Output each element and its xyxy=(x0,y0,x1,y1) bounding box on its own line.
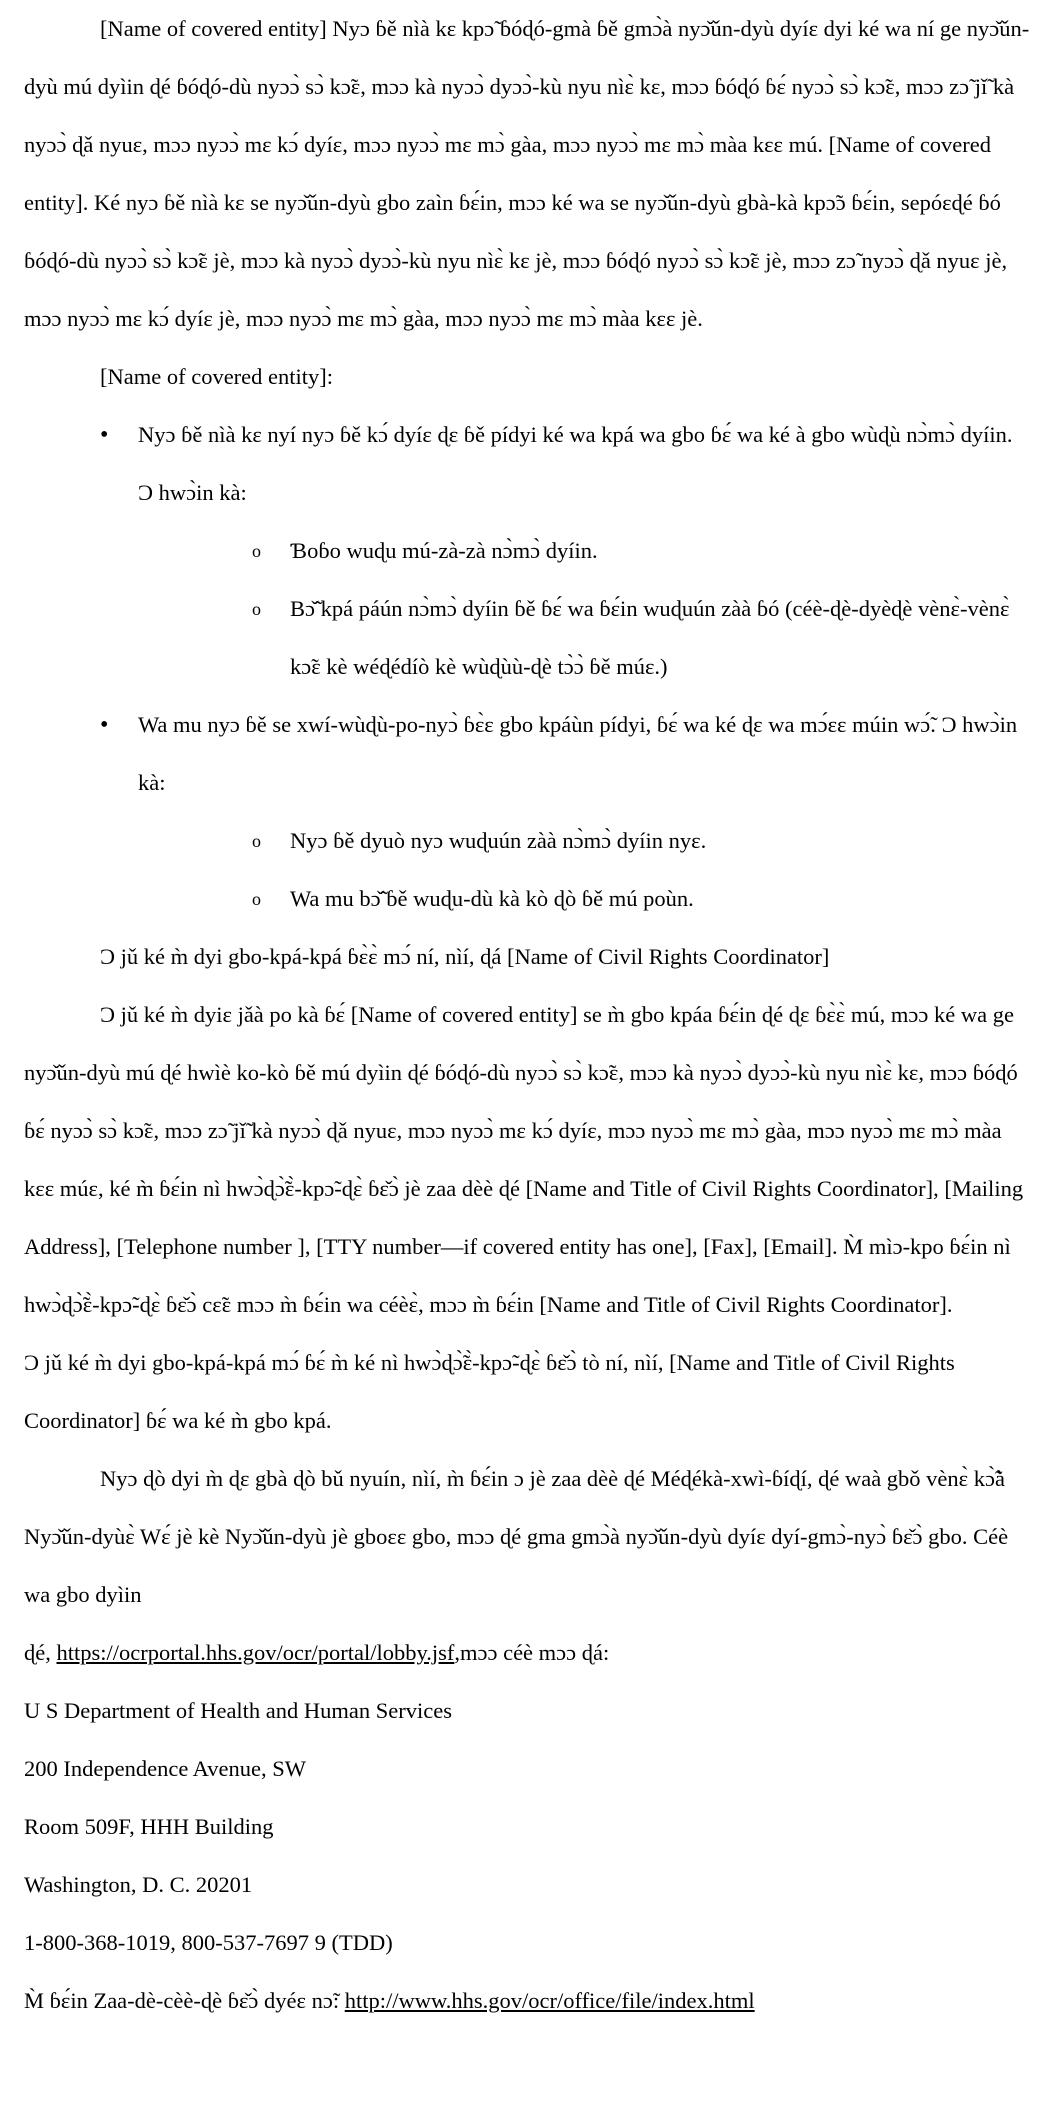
phone-line: 1-800-368-1019, 800-537-7697 9 (TDD) xyxy=(24,1930,393,1955)
bullet-text: Wa mu nyɔ ɓě se xwí-wùɖù-po-nyɔ̀ ɓɛ̀ɛ gbo kpáùn pídyi, ɓɛ́ wa ké ɖɛ wa mɔ́ɛɛ múin wɔ̃́. Ɔ hwɔ̀in kà: xyxy=(138,712,1018,795)
services-list xyxy=(24,406,1033,928)
ocr-complaint-paragraph: Nyɔ ɖò dyi m̀ ɖɛ gbà ɖò bǔ nyuín, nìí, m̀ ɓɛ́in ɔ jè zaa dèè ɖé Méɖékà-xwì-ɓíɖí, ɖé waà gbǒ vènɛ̀ kɔ̃̀à Nyɔ̌ǔn-dyùɛ̀ Wɛ́ jè kè Nyɔ̌ǔn-dyù jè gboɛɛ gbo, mɔɔ ɖé gma gmɔ̀à nyɔ̌ǔn-dyù dyíɛ dyí-gmɔ̀-nyɔ̀ ɓɛ̌ɔ̀ gbo. Céè wa gbo dyìin xyxy=(24,1466,1009,1607)
sub-list-item: o Nyɔ ɓě dyuò nyɔ wuɖuún zàà nɔ̀mɔ̀ dyíin nyɛ. xyxy=(138,812,1033,870)
complaint-forms-link[interactable]: http://www.hhs.gov/ocr/office/file/index.html xyxy=(344,1988,755,2013)
bullet-text: Nyɔ ɓě nìà kɛ nyí nyɔ ɓě kɔ́ dyíɛ ɖɛ ɓě pídyi ké wa kpá wa gbo ɓɛ́ wa ké à gbo wùɖù nɔ̀mɔ̀ dyíin. Ɔ hwɔ̀in kà: xyxy=(138,422,1013,505)
address-line: U S Department of Health and Human Services xyxy=(24,1698,453,1723)
ocr-portal-link[interactable]: https://ocrportal.hhs.gov/ocr/portal/lobby.jsf xyxy=(56,1640,455,1665)
grievance-help-paragraph: Ɔ jǔ ké m̀ dyi gbo-kpá-kpá mɔ́ ɓɛ́ m̀ ké nì hwɔ̀ɖɔ̃̀ɛ̀-kpɔ̃-ɖɛ̀ ɓɛ̌ɔ̀ tò ní, nìí, [Name and Title of Civil Rights Coordinator] ɓɛ́ wa ké m̀ gbo kpá. xyxy=(24,1350,955,1433)
list-item xyxy=(24,696,1033,928)
ocr-portal-line xyxy=(24,1624,1033,1682)
ocr-portal-prefix: ɖé, xyxy=(24,1640,57,1665)
address-line: 200 Independence Avenue, SW xyxy=(24,1756,306,1781)
sub-list-item: o Wa mu bɔ̃̌ ɓě wuɖu-dù kà kò ɖò ɓě mú poùn. xyxy=(138,870,1033,928)
sub-list xyxy=(138,522,1033,696)
sub-list-item: o Bɔ̃̌ kpá páún nɔ̀mɔ̀ dyíin ɓě ɓɛ́ wa ɓɛ́in wuɖuún zàà ɓó (céè-ɖè-dyèɖè vènɛ̀-vènɛ̀ kɔ̃ɛ kè wéɖédíò kè wùɖùù-ɖè tɔ̀ɔ̀ ɓě múɛ.) xyxy=(138,580,1033,696)
address-line: Room 509F, HHH Building xyxy=(24,1814,274,1839)
ocr-portal-suffix: ,mɔɔ céè mɔɔ ɖá: xyxy=(454,1640,610,1665)
intro-paragraph: [Name of covered entity] Nyɔ ɓě nìà kɛ kpɔ̃ ɓóɖó-gmà ɓě gmɔ̀à nyɔ̌ǔn-dyù dyíɛ dyi ké wa ní ge nyɔ̌ǔn-dyù mú dyìin ɖé ɓóɖó-dù nyɔɔ̀ sɔ̀ kɔ̃ɛ, mɔɔ kà nyɔɔ̀ dyɔɔ̀-kù nyu nìɛ̀ kɛ, mɔɔ ɓóɖó ɓɛ́ nyɔɔ̀ sɔ̀ kɔ̃ɛ, mɔɔ zɔ̃ jǐ̃ kà nyɔɔ̀ ɖǎ nyuɛ, mɔɔ nyɔɔ̀ mɛ kɔ́ dyíɛ, mɔɔ nyɔɔ̀ mɛ mɔ̀ gàa, mɔɔ nyɔɔ̀ mɛ mɔ̀ màa kɛɛ mú. [Name of covered entity]. Ké nyɔ ɓě nìà kɛ se nyɔ̌ǔn-dyù gbo zaìn ɓɛ́in, mɔɔ ké wa se nyɔ̌ǔn-dyù gbà-kà kpɔ̃ɔ ɓɛ́in, sepóɛɖé ɓó ɓóɖó-dù nyɔɔ̀ sɔ̀ kɔ̃ɛ jè, mɔɔ kà nyɔɔ̀ dyɔɔ̀-kù nyu nìɛ̀ kɛ jè, mɔɔ ɓóɖó nyɔɔ̀ sɔ̀ kɔ̃ɛ jè, mɔɔ zɔ̃ nyɔɔ̀ ɖǎ nyuɛ jè, mɔɔ nyɔɔ̀ mɛ kɔ́ dyíɛ jè, mɔɔ nyɔɔ̀ mɛ mɔ̀ gàa, mɔɔ nyɔɔ̀ mɛ mɔ̀ màa kɛɛ jè. xyxy=(24,16,1030,331)
complaint-forms-line xyxy=(24,1972,1033,2030)
sub-list xyxy=(138,812,1033,928)
covered-entity-heading: [Name of covered entity]: xyxy=(100,364,334,389)
list-item xyxy=(24,406,1033,696)
sub-list-item: o Ɓoɓo wuɖu mú-zà-zà nɔ̀mɔ̀ dyíin. xyxy=(138,522,1033,580)
address-line: Washington, D. C. 20201 xyxy=(24,1872,253,1897)
coordinator-contact-paragraph: Ɔ jǔ ké m̀ dyi gbo-kpá-kpá ɓɛ̀ɛ̀ mɔ́ ní, nìí, ɖá [Name of Civil Rights Coordinator] xyxy=(100,944,830,969)
mailing-address-block xyxy=(24,1682,1033,1972)
grievance-paragraph: Ɔ jǔ ké m̀ dyiɛ jǎà po kà ɓɛ́ [Name of covered entity] se m̀ gbo kpáa ɓɛ́in ɖé ɖɛ ɓɛ̀ɛ̀ mú, mɔɔ ké wa ge nyɔ̌ǔn-dyù mú ɖé hwìè ko-kò ɓě mú dyìin ɖé ɓóɖó-dù nyɔɔ̀ sɔ̀ kɔ̃ɛ, mɔɔ kà nyɔɔ̀ dyɔɔ̀-kù nyu nìɛ̀ kɛ, mɔɔ ɓóɖó ɓɛ́ nyɔɔ̀ sɔ̀ kɔ̃ɛ, mɔɔ zɔ̃ jǐ̃ kà nyɔɔ̀ ɖǎ nyuɛ, mɔɔ nyɔɔ̀ mɛ kɔ́ dyíɛ, mɔɔ nyɔɔ̀ mɛ mɔ̀ gàa, mɔɔ nyɔɔ̀ mɛ mɔ̀ màa kɛɛ múɛ, ké m̀ ɓɛ́in nì hwɔ̀ɖɔ̃̀ɛ̀-kpɔ̃-ɖɛ̀ ɓɛ̌ɔ̀ jè zaa dèè ɖé [Name and Title of Civil Rights Coordinator], [Mailing Address], [Telephone number ], [TTY number—if covered entity has one], [Fax], [Email]. M̀ mìɔ-kpo ɓɛ́in nì hwɔ̀ɖɔ̃̀ɛ̀-kpɔ̃-ɖɛ̀ ɓɛ̌ɔ̀ cɛ̃ɛ mɔɔ m̀ ɓɛ́in wa céèɛ̀, mɔɔ m̀ ɓɛ́in [Name and Title of Civil Rights Coordinator]. xyxy=(24,1002,1024,1317)
complaint-forms-prefix: M̀ ɓɛ́in Zaa-dè-cèè-ɖè ɓɛ̌ɔ̀ dyéɛ nɔ̃: xyxy=(24,1988,345,2013)
